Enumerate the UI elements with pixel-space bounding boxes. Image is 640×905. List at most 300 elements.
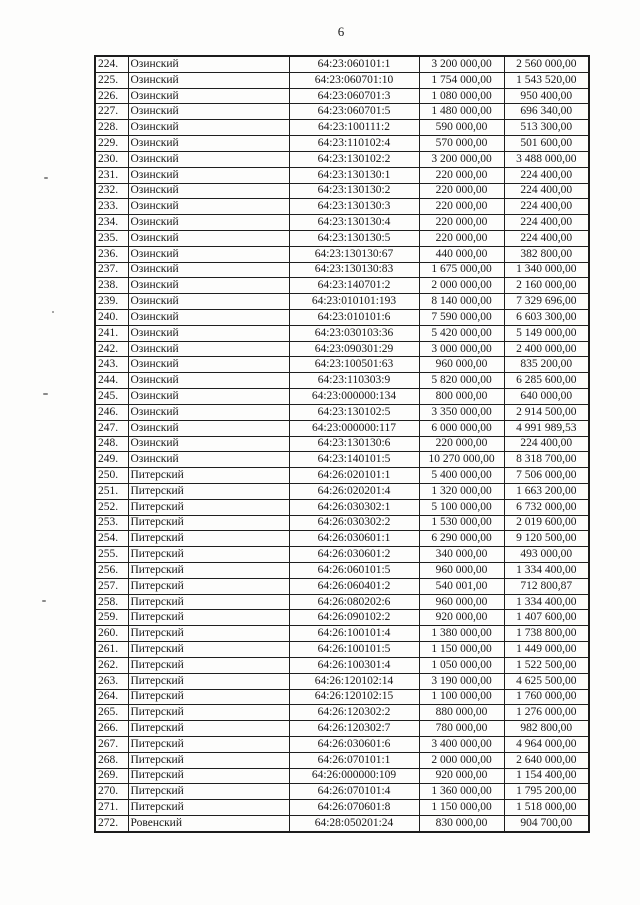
cadastral-number-cell: 64:26:120102:14 bbox=[289, 673, 419, 689]
value-2-cell: 2 400 000,00 bbox=[504, 341, 589, 357]
table-body bbox=[95, 56, 589, 832]
district-cell: Озинский bbox=[128, 230, 289, 246]
cadastral-number-cell: 64:26:020101:1 bbox=[289, 468, 419, 484]
page-number: 6 bbox=[337, 24, 345, 39]
row-number-cell: 248. bbox=[95, 436, 128, 452]
row-number-cell: 261. bbox=[95, 642, 128, 658]
cadastral-number-cell: 64:23:060701:3 bbox=[289, 88, 419, 104]
table-row bbox=[95, 389, 589, 405]
cadastral-number-cell: 64:26:100101:4 bbox=[289, 626, 419, 642]
value-1-cell: 1 080 000,00 bbox=[419, 88, 504, 104]
row-number-cell: 242. bbox=[95, 341, 128, 357]
district-cell: Питерский bbox=[128, 610, 289, 626]
value-2-cell: 6 285 600,00 bbox=[504, 373, 589, 389]
value-2-cell: 513 300,00 bbox=[504, 120, 589, 136]
value-1-cell: 1 530 000,00 bbox=[419, 515, 504, 531]
district-cell: Питерский bbox=[128, 483, 289, 499]
table-row bbox=[95, 420, 589, 436]
value-2-cell: 1 334 400,00 bbox=[504, 563, 589, 579]
cadastral-number-cell: 64:23:130130:3 bbox=[289, 199, 419, 215]
table-row bbox=[95, 547, 589, 563]
cadastral-number-cell: 64:23:130130:4 bbox=[289, 215, 419, 231]
cadastral-number-cell: 64:26:120102:15 bbox=[289, 689, 419, 705]
row-number-cell: 262. bbox=[95, 657, 128, 673]
cadastral-number-cell: 64:23:000000:117 bbox=[289, 420, 419, 436]
district-cell: Озинский bbox=[128, 341, 289, 357]
table-row bbox=[95, 373, 589, 389]
row-number-cell: 232. bbox=[95, 183, 128, 199]
row-number-cell: 258. bbox=[95, 594, 128, 610]
value-1-cell: 1 380 000,00 bbox=[419, 626, 504, 642]
district-cell: Озинский bbox=[128, 120, 289, 136]
district-cell: Питерский bbox=[128, 468, 289, 484]
value-1-cell: 1 480 000,00 bbox=[419, 104, 504, 120]
cadastral-number-cell: 64:23:130130:2 bbox=[289, 183, 419, 199]
row-number-cell: 227. bbox=[95, 104, 128, 120]
value-1-cell: 3 000 000,00 bbox=[419, 341, 504, 357]
row-number-cell: 263. bbox=[95, 673, 128, 689]
value-2-cell: 950 400,00 bbox=[504, 88, 589, 104]
value-1-cell: 1 100 000,00 bbox=[419, 689, 504, 705]
value-1-cell: 220 000,00 bbox=[419, 199, 504, 215]
district-cell: Озинский bbox=[128, 278, 289, 294]
district-cell: Озинский bbox=[128, 215, 289, 231]
row-number-cell: 240. bbox=[95, 310, 128, 326]
value-2-cell: 224 400,00 bbox=[504, 183, 589, 199]
table-row bbox=[95, 483, 589, 499]
table-row bbox=[95, 88, 589, 104]
value-1-cell: 2 000 000,00 bbox=[419, 752, 504, 768]
value-1-cell: 5 420 000,00 bbox=[419, 325, 504, 341]
district-cell: Питерский bbox=[128, 594, 289, 610]
value-1-cell: 5 100 000,00 bbox=[419, 499, 504, 515]
district-cell: Озинский bbox=[128, 310, 289, 326]
value-2-cell: 696 340,00 bbox=[504, 104, 589, 120]
cadastral-number-cell: 64:23:030103:36 bbox=[289, 325, 419, 341]
row-number-cell: 270. bbox=[95, 784, 128, 800]
district-cell: Питерский bbox=[128, 578, 289, 594]
cadastral-number-cell: 64:26:100301:4 bbox=[289, 657, 419, 673]
district-cell: Питерский bbox=[128, 673, 289, 689]
cadastral-number-cell: 64:26:030601:2 bbox=[289, 547, 419, 563]
table-row bbox=[95, 56, 589, 72]
table-row bbox=[95, 183, 589, 199]
cadastral-number-cell: 64:26:030601:1 bbox=[289, 531, 419, 547]
table-row bbox=[95, 721, 589, 737]
district-cell: Озинский bbox=[128, 262, 289, 278]
district-cell: Озинский bbox=[128, 389, 289, 405]
district-cell: Питерский bbox=[128, 499, 289, 515]
table-row bbox=[95, 784, 589, 800]
value-1-cell: 1 360 000,00 bbox=[419, 784, 504, 800]
value-2-cell: 1 738 800,00 bbox=[504, 626, 589, 642]
table-row bbox=[95, 136, 589, 152]
district-cell: Питерский bbox=[128, 736, 289, 752]
value-2-cell: 2 914 500,00 bbox=[504, 404, 589, 420]
row-number-cell: 245. bbox=[95, 389, 128, 405]
value-1-cell: 960 000,00 bbox=[419, 357, 504, 373]
table-row bbox=[95, 531, 589, 547]
value-1-cell: 570 000,00 bbox=[419, 136, 504, 152]
district-cell: Питерский bbox=[128, 705, 289, 721]
table-row bbox=[95, 705, 589, 721]
value-1-cell: 3 400 000,00 bbox=[419, 736, 504, 752]
value-1-cell: 5 400 000,00 bbox=[419, 468, 504, 484]
value-2-cell: 835 200,00 bbox=[504, 357, 589, 373]
district-cell: Озинский bbox=[128, 294, 289, 310]
cadastral-number-cell: 64:26:070101:4 bbox=[289, 784, 419, 800]
value-2-cell: 493 000,00 bbox=[504, 547, 589, 563]
value-2-cell: 1 760 000,00 bbox=[504, 689, 589, 705]
cadastral-number-cell: 64:23:130130:6 bbox=[289, 436, 419, 452]
row-number-cell: 269. bbox=[95, 768, 128, 784]
row-number-cell: 264. bbox=[95, 689, 128, 705]
row-number-cell: 235. bbox=[95, 230, 128, 246]
cadastral-number-cell: 64:26:070101:1 bbox=[289, 752, 419, 768]
value-2-cell: 1 276 000,00 bbox=[504, 705, 589, 721]
row-number-cell: 266. bbox=[95, 721, 128, 737]
district-cell: Питерский bbox=[128, 515, 289, 531]
value-2-cell: 1 518 000,00 bbox=[504, 800, 589, 816]
value-1-cell: 3 200 000,00 bbox=[419, 151, 504, 167]
value-2-cell: 1 340 000,00 bbox=[504, 262, 589, 278]
value-1-cell: 800 000,00 bbox=[419, 389, 504, 405]
table-row bbox=[95, 215, 589, 231]
value-1-cell: 6 290 000,00 bbox=[419, 531, 504, 547]
value-1-cell: 920 000,00 bbox=[419, 610, 504, 626]
cadastral-number-cell: 64:26:060101:5 bbox=[289, 563, 419, 579]
district-cell: Озинский bbox=[128, 436, 289, 452]
district-cell: Озинский bbox=[128, 167, 289, 183]
value-2-cell: 982 800,00 bbox=[504, 721, 589, 737]
value-2-cell: 2 019 600,00 bbox=[504, 515, 589, 531]
table-row bbox=[95, 262, 589, 278]
row-number-cell: 236. bbox=[95, 246, 128, 262]
district-cell: Озинский bbox=[128, 151, 289, 167]
value-1-cell: 1 050 000,00 bbox=[419, 657, 504, 673]
row-number-cell: 237. bbox=[95, 262, 128, 278]
district-cell: Питерский bbox=[128, 768, 289, 784]
district-cell: Озинский bbox=[128, 88, 289, 104]
value-1-cell: 3 190 000,00 bbox=[419, 673, 504, 689]
cadastral-number-cell: 64:26:060401:2 bbox=[289, 578, 419, 594]
value-2-cell: 5 149 000,00 bbox=[504, 325, 589, 341]
value-2-cell: 1 795 200,00 bbox=[504, 784, 589, 800]
row-number-cell: 250. bbox=[95, 468, 128, 484]
table-row bbox=[95, 768, 589, 784]
row-number-cell: 254. bbox=[95, 531, 128, 547]
row-number-cell: 243. bbox=[95, 357, 128, 373]
district-cell: Питерский bbox=[128, 689, 289, 705]
district-cell: Озинский bbox=[128, 404, 289, 420]
value-2-cell: 224 400,00 bbox=[504, 436, 589, 452]
row-number-cell: 238. bbox=[95, 278, 128, 294]
row-number-cell: 229. bbox=[95, 136, 128, 152]
value-2-cell: 6 732 000,00 bbox=[504, 499, 589, 515]
land-valuation-table bbox=[94, 55, 590, 833]
cadastral-number-cell: 64:26:000000:109 bbox=[289, 768, 419, 784]
cadastral-number-cell: 64:26:120302:2 bbox=[289, 705, 419, 721]
cadastral-number-cell: 64:23:010101:6 bbox=[289, 310, 419, 326]
cadastral-number-cell: 64:23:110303:9 bbox=[289, 373, 419, 389]
value-2-cell: 4 964 000,00 bbox=[504, 736, 589, 752]
district-cell: Озинский bbox=[128, 136, 289, 152]
district-cell: Питерский bbox=[128, 721, 289, 737]
table-row bbox=[95, 72, 589, 88]
value-1-cell: 590 000,00 bbox=[419, 120, 504, 136]
cadastral-number-cell: 64:26:030601:6 bbox=[289, 736, 419, 752]
scan-artifact bbox=[43, 393, 48, 395]
row-number-cell: 246. bbox=[95, 404, 128, 420]
cadastral-number-cell: 64:26:080202:6 bbox=[289, 594, 419, 610]
district-cell: Озинский bbox=[128, 325, 289, 341]
cadastral-number-cell: 64:23:140701:2 bbox=[289, 278, 419, 294]
row-number-cell: 260. bbox=[95, 626, 128, 642]
row-number-cell: 253. bbox=[95, 515, 128, 531]
cadastral-number-cell: 64:23:090301:29 bbox=[289, 341, 419, 357]
row-number-cell: 256. bbox=[95, 563, 128, 579]
district-cell: Озинский bbox=[128, 357, 289, 373]
table-row bbox=[95, 246, 589, 262]
value-2-cell: 4 625 500,00 bbox=[504, 673, 589, 689]
value-2-cell: 224 400,00 bbox=[504, 199, 589, 215]
value-2-cell: 224 400,00 bbox=[504, 167, 589, 183]
value-1-cell: 220 000,00 bbox=[419, 215, 504, 231]
table-row bbox=[95, 594, 589, 610]
row-number-cell: 239. bbox=[95, 294, 128, 310]
value-2-cell: 1 334 400,00 bbox=[504, 594, 589, 610]
row-number-cell: 247. bbox=[95, 420, 128, 436]
row-number-cell: 244. bbox=[95, 373, 128, 389]
cadastral-number-cell: 64:23:060101:1 bbox=[289, 56, 419, 72]
district-cell: Озинский bbox=[128, 452, 289, 468]
value-2-cell: 6 603 300,00 bbox=[504, 310, 589, 326]
value-1-cell: 1 150 000,00 bbox=[419, 642, 504, 658]
row-number-cell: 228. bbox=[95, 120, 128, 136]
scan-artifact bbox=[52, 311, 54, 313]
cadastral-number-cell: 64:23:130130:1 bbox=[289, 167, 419, 183]
value-2-cell: 2 160 000,00 bbox=[504, 278, 589, 294]
district-cell: Озинский bbox=[128, 183, 289, 199]
district-cell: Озинский bbox=[128, 373, 289, 389]
table-row bbox=[95, 120, 589, 136]
district-cell: Питерский bbox=[128, 752, 289, 768]
row-number-cell: 272. bbox=[95, 816, 128, 832]
cadastral-number-cell: 64:28:050201:24 bbox=[289, 816, 419, 832]
district-cell: Озинский bbox=[128, 246, 289, 262]
value-2-cell: 712 800,87 bbox=[504, 578, 589, 594]
row-number-cell: 259. bbox=[95, 610, 128, 626]
row-number-cell: 225. bbox=[95, 72, 128, 88]
district-cell: Озинский bbox=[128, 420, 289, 436]
table-row bbox=[95, 310, 589, 326]
value-1-cell: 220 000,00 bbox=[419, 436, 504, 452]
cadastral-number-cell: 64:23:010101:193 bbox=[289, 294, 419, 310]
value-1-cell: 830 000,00 bbox=[419, 816, 504, 832]
table-row bbox=[95, 325, 589, 341]
district-cell: Озинский bbox=[128, 199, 289, 215]
value-1-cell: 2 000 000,00 bbox=[419, 278, 504, 294]
value-2-cell: 224 400,00 bbox=[504, 215, 589, 231]
district-cell: Питерский bbox=[128, 800, 289, 816]
table-row bbox=[95, 642, 589, 658]
district-cell: Питерский bbox=[128, 547, 289, 563]
table-row bbox=[95, 404, 589, 420]
cadastral-number-cell: 64:23:130130:67 bbox=[289, 246, 419, 262]
value-2-cell: 3 488 000,00 bbox=[504, 151, 589, 167]
table-row bbox=[95, 167, 589, 183]
district-cell: Питерский bbox=[128, 642, 289, 658]
cadastral-number-cell: 64:23:100111:2 bbox=[289, 120, 419, 136]
value-2-cell: 2 560 000,00 bbox=[504, 56, 589, 72]
table-row bbox=[95, 452, 589, 468]
table-row bbox=[95, 689, 589, 705]
cadastral-number-cell: 64:23:100501:63 bbox=[289, 357, 419, 373]
cadastral-number-cell: 64:26:070601:8 bbox=[289, 800, 419, 816]
row-number-cell: 226. bbox=[95, 88, 128, 104]
value-1-cell: 920 000,00 bbox=[419, 768, 504, 784]
table-row bbox=[95, 436, 589, 452]
value-1-cell: 540 001,00 bbox=[419, 578, 504, 594]
district-cell: Озинский bbox=[128, 72, 289, 88]
table-row bbox=[95, 673, 589, 689]
row-number-cell: 251. bbox=[95, 483, 128, 499]
value-2-cell: 1 522 500,00 bbox=[504, 657, 589, 673]
cadastral-number-cell: 64:26:030302:2 bbox=[289, 515, 419, 531]
district-cell: Ровенский bbox=[128, 816, 289, 832]
value-1-cell: 1 320 000,00 bbox=[419, 483, 504, 499]
cadastral-number-cell: 64:23:000000:134 bbox=[289, 389, 419, 405]
cadastral-number-cell: 64:26:030302:1 bbox=[289, 499, 419, 515]
value-1-cell: 440 000,00 bbox=[419, 246, 504, 262]
value-1-cell: 1 150 000,00 bbox=[419, 800, 504, 816]
value-1-cell: 960 000,00 bbox=[419, 563, 504, 579]
row-number-cell: 234. bbox=[95, 215, 128, 231]
value-1-cell: 960 000,00 bbox=[419, 594, 504, 610]
row-number-cell: 231. bbox=[95, 167, 128, 183]
scan-artifact bbox=[44, 177, 48, 179]
row-number-cell: 241. bbox=[95, 325, 128, 341]
cadastral-number-cell: 64:23:060701:10 bbox=[289, 72, 419, 88]
table-row bbox=[95, 736, 589, 752]
table-row bbox=[95, 341, 589, 357]
district-cell: Питерский bbox=[128, 657, 289, 673]
value-2-cell: 640 000,00 bbox=[504, 389, 589, 405]
value-1-cell: 1 754 000,00 bbox=[419, 72, 504, 88]
value-1-cell: 10 270 000,00 bbox=[419, 452, 504, 468]
table-row bbox=[95, 357, 589, 373]
value-1-cell: 7 590 000,00 bbox=[419, 310, 504, 326]
row-number-cell: 268. bbox=[95, 752, 128, 768]
table-row bbox=[95, 610, 589, 626]
table-row bbox=[95, 151, 589, 167]
district-cell: Питерский bbox=[128, 563, 289, 579]
table-row bbox=[95, 278, 589, 294]
cadastral-number-cell: 64:23:110102:4 bbox=[289, 136, 419, 152]
district-cell: Озинский bbox=[128, 56, 289, 72]
value-1-cell: 1 675 000,00 bbox=[419, 262, 504, 278]
table-row bbox=[95, 294, 589, 310]
table-row bbox=[95, 230, 589, 246]
value-1-cell: 3 200 000,00 bbox=[419, 56, 504, 72]
cadastral-number-cell: 64:23:130130:83 bbox=[289, 262, 419, 278]
value-1-cell: 3 350 000,00 bbox=[419, 404, 504, 420]
value-1-cell: 780 000,00 bbox=[419, 721, 504, 737]
district-cell: Питерский bbox=[128, 626, 289, 642]
value-2-cell: 4 991 989,53 bbox=[504, 420, 589, 436]
value-2-cell: 382 800,00 bbox=[504, 246, 589, 262]
table-row bbox=[95, 626, 589, 642]
value-2-cell: 7 506 000,00 bbox=[504, 468, 589, 484]
value-1-cell: 220 000,00 bbox=[419, 183, 504, 199]
value-2-cell: 1 663 200,00 bbox=[504, 483, 589, 499]
cadastral-number-cell: 64:26:100101:5 bbox=[289, 642, 419, 658]
table-row bbox=[95, 657, 589, 673]
value-1-cell: 220 000,00 bbox=[419, 167, 504, 183]
district-cell: Питерский bbox=[128, 784, 289, 800]
cadastral-number-cell: 64:26:120302:7 bbox=[289, 721, 419, 737]
value-1-cell: 220 000,00 bbox=[419, 230, 504, 246]
value-2-cell: 1 543 520,00 bbox=[504, 72, 589, 88]
cadastral-number-cell: 64:23:140101:5 bbox=[289, 452, 419, 468]
value-2-cell: 7 329 696,00 bbox=[504, 294, 589, 310]
row-number-cell: 249. bbox=[95, 452, 128, 468]
row-number-cell: 230. bbox=[95, 151, 128, 167]
scan-artifact bbox=[42, 600, 46, 602]
row-number-cell: 252. bbox=[95, 499, 128, 515]
district-cell: Питерский bbox=[128, 531, 289, 547]
row-number-cell: 224. bbox=[95, 56, 128, 72]
row-number-cell: 255. bbox=[95, 547, 128, 563]
row-number-cell: 267. bbox=[95, 736, 128, 752]
table-row bbox=[95, 563, 589, 579]
table-row bbox=[95, 752, 589, 768]
value-1-cell: 8 140 000,00 bbox=[419, 294, 504, 310]
district-cell: Озинский bbox=[128, 104, 289, 120]
cadastral-number-cell: 64:23:130102:5 bbox=[289, 404, 419, 420]
cadastral-number-cell: 64:23:130102:2 bbox=[289, 151, 419, 167]
value-1-cell: 5 820 000,00 bbox=[419, 373, 504, 389]
table-row bbox=[95, 104, 589, 120]
row-number-cell: 257. bbox=[95, 578, 128, 594]
value-1-cell: 340 000,00 bbox=[419, 547, 504, 563]
cadastral-number-cell: 64:26:020201:4 bbox=[289, 483, 419, 499]
row-number-cell: 265. bbox=[95, 705, 128, 721]
cadastral-number-cell: 64:26:090102:2 bbox=[289, 610, 419, 626]
table-row bbox=[95, 515, 589, 531]
value-1-cell: 880 000,00 bbox=[419, 705, 504, 721]
table-row bbox=[95, 800, 589, 816]
value-1-cell: 6 000 000,00 bbox=[419, 420, 504, 436]
row-number-cell: 271. bbox=[95, 800, 128, 816]
table-row bbox=[95, 578, 589, 594]
value-2-cell: 501 600,00 bbox=[504, 136, 589, 152]
table-row bbox=[95, 816, 589, 832]
row-number-cell: 233. bbox=[95, 199, 128, 215]
value-2-cell: 1 154 400,00 bbox=[504, 768, 589, 784]
cadastral-number-cell: 64:23:060701:5 bbox=[289, 104, 419, 120]
value-2-cell: 224 400,00 bbox=[504, 230, 589, 246]
value-2-cell: 9 120 500,00 bbox=[504, 531, 589, 547]
table-row bbox=[95, 499, 589, 515]
value-2-cell: 1 449 000,00 bbox=[504, 642, 589, 658]
value-2-cell: 904 700,00 bbox=[504, 816, 589, 832]
value-2-cell: 2 640 000,00 bbox=[504, 752, 589, 768]
cadastral-number-cell: 64:23:130130:5 bbox=[289, 230, 419, 246]
value-2-cell: 1 407 600,00 bbox=[504, 610, 589, 626]
table-row bbox=[95, 199, 589, 215]
value-2-cell: 8 318 700,00 bbox=[504, 452, 589, 468]
